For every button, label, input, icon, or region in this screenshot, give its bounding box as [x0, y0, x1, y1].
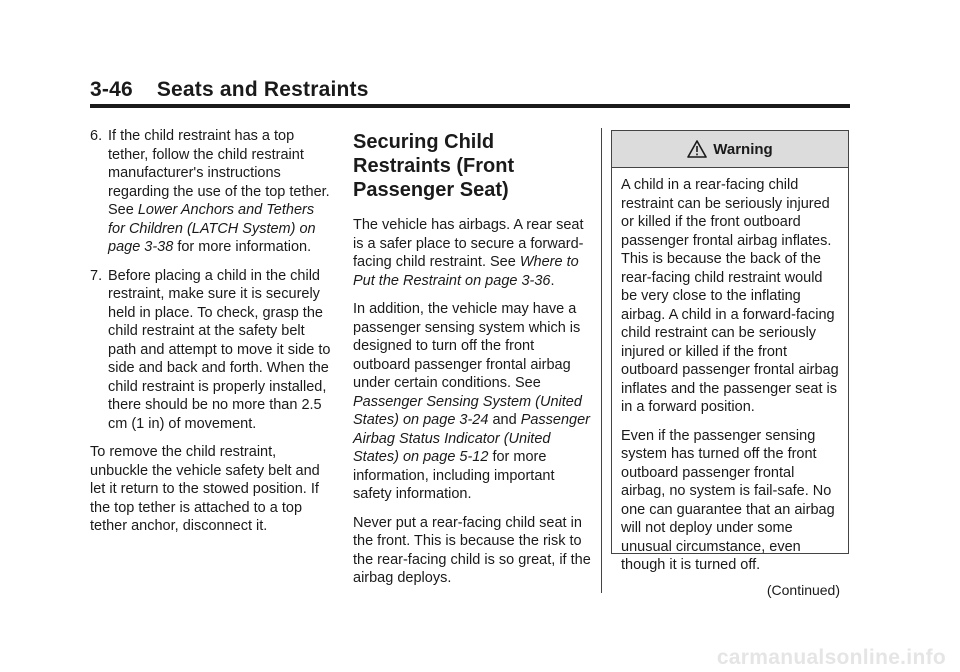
section-title: Seats and Restraints [156, 78, 369, 101]
p1-end: . [550, 272, 555, 289]
left-column [90, 127, 335, 546]
cross-reference-link[interactable]: Lower Anchors and Tethers for Children (LATCH System) on page 3-38 [108, 202, 316, 255]
warning-box [611, 130, 849, 598]
item-number: 7. [90, 267, 103, 284]
list-item-7 [90, 267, 335, 434]
p1-text: The vehicle has airbags. A rear seat is a safer place to secure a forward-facing child restraint. See [353, 217, 584, 270]
paragraph-1 [353, 216, 593, 290]
cross-reference-link[interactable]: Passenger Airbag Status Indicator (United States) on page 5-12 [353, 412, 591, 465]
paragraph-3: Never put a rear-facing child seat in the front. This is because the risk to the rear-facing child is so great, if the airbag deploys. [353, 514, 591, 586]
header-rule [90, 104, 850, 108]
page-number: 3-46 [90, 78, 133, 101]
item-text: Before placing a child in the child restraint, make sure it is securely held in place. To check, grasp the child restraint at the safety belt path and attempt to move it side to side and back and forth. When the child restraint is properly installed, there should be no more than 2.5 cm (1 in) of movement. [108, 267, 331, 432]
section-heading: Securing Child Restraints (Front Passenger Seat) [353, 131, 515, 201]
middle-column [353, 130, 593, 598]
warning-header [612, 131, 848, 168]
p2-text: In addition, the vehicle may have a passenger sensing system which is designed to turn off the front outboard passenger frontal airbag under certain conditions. See [353, 301, 581, 391]
column-divider [601, 128, 602, 593]
page-header [90, 78, 369, 102]
item-text [108, 127, 335, 257]
item-number: 6. [90, 128, 103, 144]
warning-paragraph-1: A child in a rear-facing child restraint can be seriously injured or killed if the front outboard passenger frontal airbag inflates. This is because the back of the rear-facing child restraint would be very close to the inflating airbag. A child in a forward-facing child restraint can be seriously injured or killed if the front outboard passenger frontal airbag inflates and the passenger seat is in a forward position. [621, 177, 839, 415]
cross-reference-link[interactable]: Where to Put the Restraint on page 3-36 [353, 254, 579, 289]
cross-reference-link[interactable]: Passenger Sensing System (United States) on page 3-24 [353, 393, 582, 428]
warning-body [612, 168, 848, 599]
item-6-text-end: for more information. [173, 239, 312, 255]
warning-paragraph-2: Even if the passenger sensing system has turned off the front outboard passenger frontal airbag, no system is fail-safe. No one can guarantee that an airbag will not deploy under some unusual circumstance, even though it is turned off. [621, 427, 835, 573]
remove-paragraph: To remove the child restraint, unbuckle the vehicle safety belt and let it return to the stowed position. If the top tether is attached to a top tether anchor, disconnect it. [90, 444, 320, 534]
item-6-text: If the child restraint has a top tether, follow the child restraint manufacturer's instructions regarding the use of the top tether. See [108, 128, 330, 218]
list-item-6 [90, 127, 335, 257]
paragraph-2 [353, 300, 593, 504]
warning-title: Warning [713, 140, 773, 158]
continued-label: (Continued) [766, 581, 840, 598]
watermark: carmanualsonline.info [716, 646, 946, 669]
p2-end: for more information, including important safety information. [353, 449, 555, 502]
warning-triangle-icon [687, 140, 707, 158]
p2-and: and [488, 412, 521, 428]
